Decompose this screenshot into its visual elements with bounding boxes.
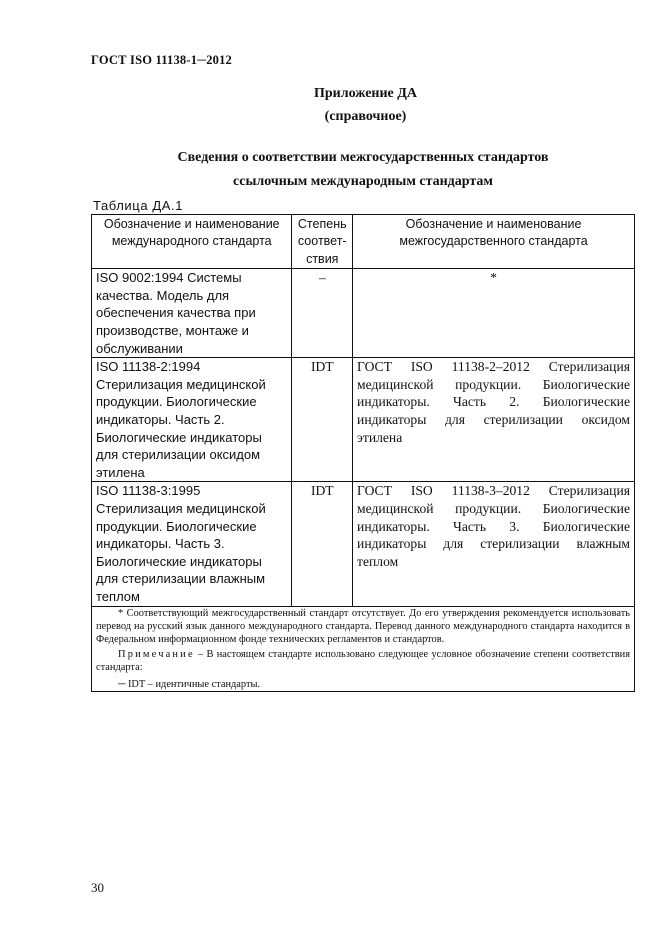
interstate-standard-cell: ГОСТ ISO 11138-2–2012 Стерилизация медицинской продукции. Биологические индикаторы. Часть 2. Биологические индикаторы для стерилизации оксидом этилена: [353, 358, 635, 482]
header-degree-line2: соответ-: [297, 234, 347, 249]
section-heading-line1: Сведения о соответствии межгосударственных стандартов: [177, 150, 549, 165]
interstate-standard-cell: ГОСТ ISO 11138-3–2012 Стерилизация медицинской продукции. Биологические индикаторы. Часть 3. Биологические индикаторы для стерилизации влажным теплом: [353, 482, 635, 606]
table-row: [92, 269, 635, 358]
table-header-row: [92, 215, 635, 269]
note-label: Примечание: [118, 648, 195, 660]
footnote-idt-item: ─ IDT – идентичные стандарты.: [118, 678, 261, 690]
header-degree-of-correspondence: [292, 215, 353, 269]
annex-title: Приложение ДА: [313, 86, 418, 101]
degree-cell: –: [292, 269, 353, 358]
table-row: [92, 358, 635, 482]
degree-cell: IDT: [292, 482, 353, 606]
international-standard-cell: ISO 11138-2:1994 Стерилизация медицинской продукции. Биологические индикаторы. Часть 2. Биологические индикаторы для стерилизации оксидом этилена: [92, 358, 292, 482]
standard-code-header: ГОСТ ISO 11138-1─2012: [91, 53, 233, 67]
interstate-standard-cell: *: [353, 269, 635, 358]
header-degree-line1: Степень: [297, 217, 347, 231]
table-footnote-row: [92, 606, 635, 691]
header-interstate-standard: Обозначение и наименование межгосударственного стандарта: [353, 215, 635, 269]
page-number: 30: [91, 880, 104, 895]
degree-cell: IDT: [292, 358, 353, 482]
header-international-standard: Обозначение и наименование международного стандарта: [92, 215, 292, 269]
table-row: [92, 482, 635, 606]
header-degree-line3: ствия: [306, 251, 339, 266]
table-caption: Таблица ДА.1: [93, 198, 184, 213]
correspondence-table: [91, 214, 635, 692]
table-footnote: [92, 606, 635, 691]
international-standard-cell: ISO 9002:1994 Системы качества. Модель для обеспечения качества при производстве, монтаже и обслуживании: [92, 269, 292, 358]
footnote-note: [96, 648, 630, 675]
note-text: – В настоящем стандарте использовано следующее условное обозначение степени соответствия стандарта:: [96, 648, 630, 674]
footnote-star-text: * Соответствующий межгосударственный стандарт отсутствует. До его утверждения рекомендуется использовать перевод на русский язык данного международного стандарта. Перевод данного международного стандарта находится в Федеральном информационном фонде технических регламентов и стандартов.: [96, 607, 630, 646]
international-standard-cell: ISO 11138-3:1995 Стерилизация медицинской продукции. Биологические индикаторы. Часть 3. Биологические индикаторы для стерилизации влажным теплом: [92, 482, 292, 606]
annex-subtitle: (справочное): [324, 109, 407, 124]
section-heading-line2: ссылочным международным стандартам: [233, 174, 493, 189]
